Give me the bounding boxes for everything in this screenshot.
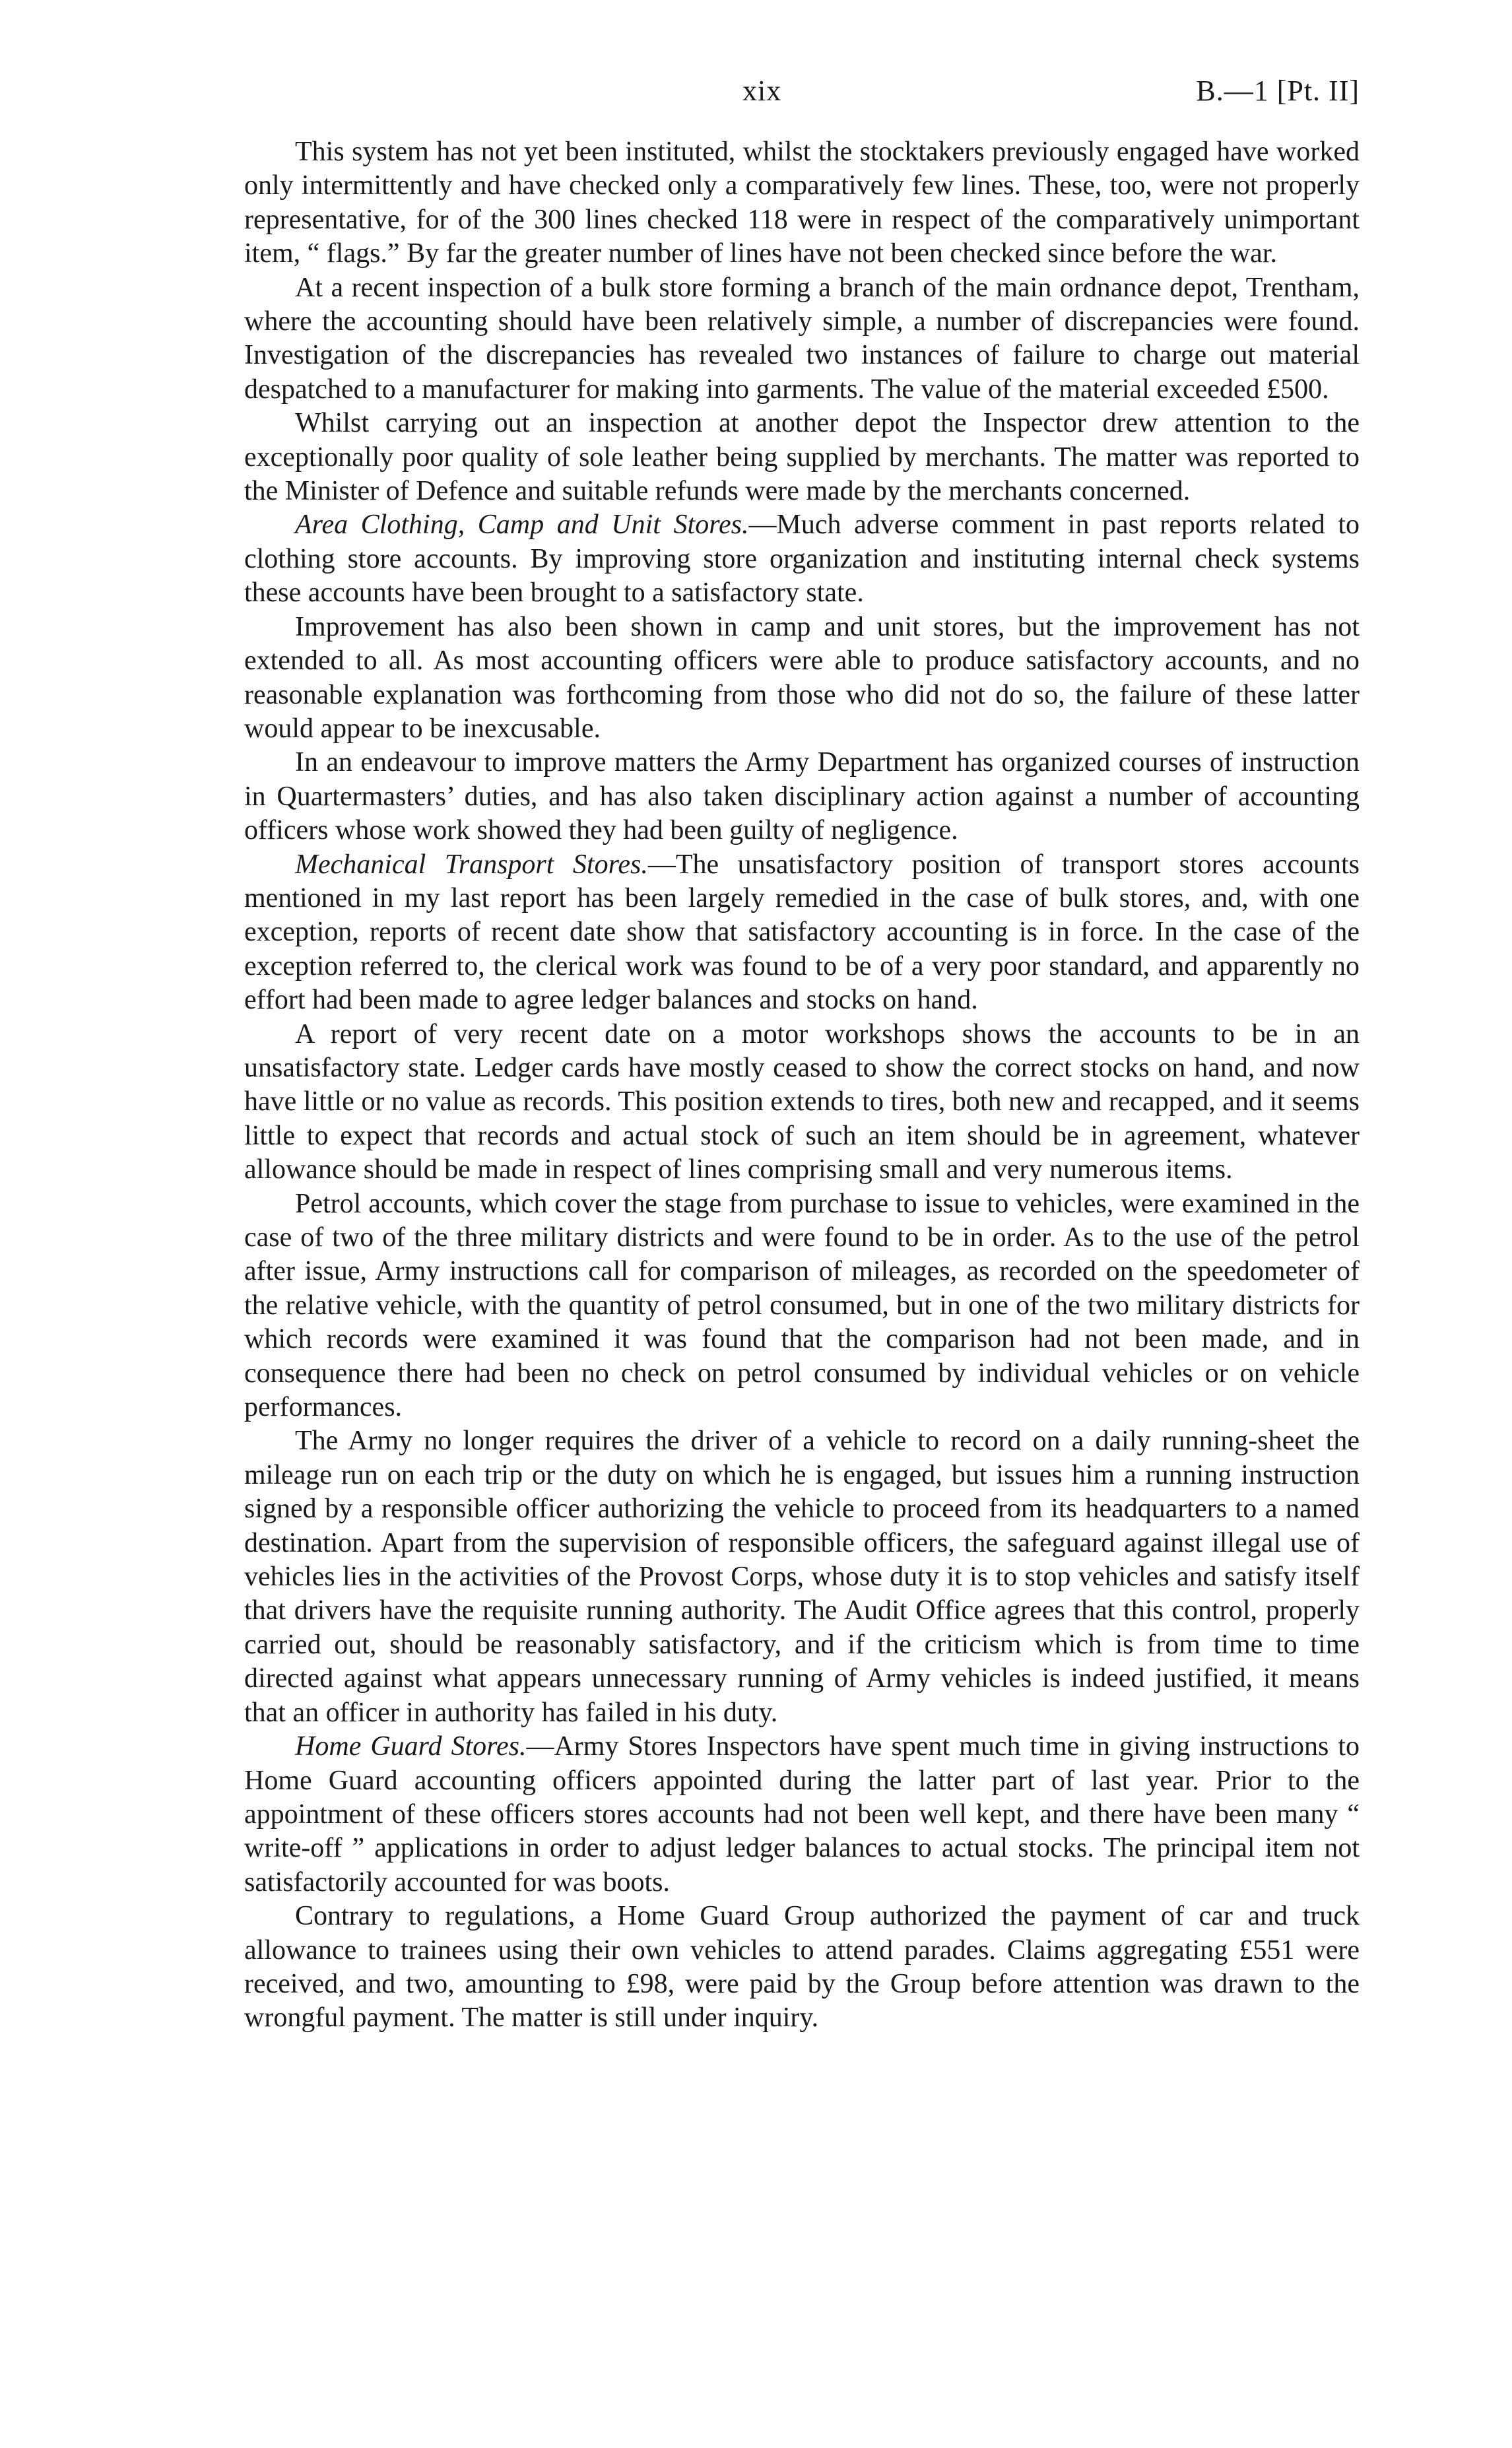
paragraph-text: Contrary to regulations, a Home Guard Group authorized the payment of car and truck allowance to trainees using their own vehicles to attend parades. Claims aggregating £551 were received, and two, amounting to £98, were paid by the Group before attention was drawn to the wrongful payment. The matter is still under inquiry. [244, 1901, 1360, 2034]
paragraph [244, 746, 1360, 847]
page-number: xix [742, 75, 782, 107]
paragraph-text: In an endeavour to improve matters the Army Department has organized courses of instruction in Quartermasters’ duties, and has also taken disciplinary action against a number of accounting officers whose work showed they had been guilty of negligence. [244, 747, 1360, 846]
paragraph-text: —Army Stores Inspectors have spent much time in giving instructions to Home Guard accounting officers appointed during the latter part of last year. Prior to the appointment of these officers stores accounts had not been well kept, and there have been many “ write-off ” applications in order to adjust ledger balances to actual stocks. The principal item not satisfactorily accounted for was boots. [244, 1731, 1360, 1898]
paragraph-text: —Much adverse comment in past reports related to clothing store accounts. By improving store organization and instituting internal check systems these accounts have been brought to a satisfactory state. [244, 510, 1360, 609]
paragraph [244, 1187, 1360, 1425]
paragraph-text: —The unsatisfactory position of transport stores accounts mentioned in my last report has been largely remedied in the case of bulk stores, and, with one exception, reports of recent date show that satisfactory accounting is in force. In the case of the exception referred to, the clerical work was found to be of a very poor standard, and apparently no effort had been made to agree ledger balances and stocks on hand. [244, 849, 1360, 1016]
paragraph [244, 407, 1360, 508]
paragraph [244, 135, 1360, 271]
paragraph [244, 1424, 1360, 1730]
paragraph-text: This system has not yet been instituted, whilst the stocktakers previously engaged have worked only intermittently and have checked only a comparatively few lines. These, too, were not properly representative, for of the 300 lines checked 118 were in respect of the comparatively unimportant item, “ flags.” By far the greater number of lines have not been checked since before the war. [244, 137, 1360, 269]
paragraph [244, 1730, 1360, 1900]
paragraph-text: Petrol accounts, which cover the stage from purchase to issue to vehicles, were examined in the case of two of the three military districts and were found to be in order. As to the use of the petrol after issue, Army instructions call for comparison of mileages, as recorded on the speedometer of the relative vehicle, with the quantity of petrol consumed, but in one of the two military districts for which records were examined it was found that the comparison had not been made, and in consequence there had been no check on petrol consumed by individual vehicles or on vehicle performances. [244, 1188, 1360, 1423]
paragraph [244, 1018, 1360, 1187]
document-reference: B.—1 [Pt. II] [1196, 75, 1360, 107]
running-head [244, 74, 1360, 114]
paragraph-text: The Army no longer requires the driver of a vehicle to record on a daily running-sheet the mileage run on each trip or the duty on which he is engaged, but issues him a running instruction signed by a responsible officer authorizing the vehicle to proceed from its headquarters to a named destination. Apart from the supervision of responsible officers, the safeguard against illegal use of vehicles lies in the activities of the Provost Corps, whose duty it is to stop vehicles and satisfy itself that drivers have the requisite running authority. The Audit Office agrees that this control, properly carried out, should be reasonably satisfactory, and if the criticism which is from time to time directed against what appears unnecessary running of Army vehicles is indeed justified, it means that an officer in authority has failed in his duty. [244, 1426, 1360, 1728]
paragraph [244, 848, 1360, 1018]
paragraph [244, 508, 1360, 610]
paragraph-text: At a recent inspection of a bulk store forming a branch of the main ordnance depot, Trentham, where the accounting should have been relatively simple, a number of discrepancies were found. Investigation of the discrepancies has revealed two instances of failure to charge out material despatched to a manufacturer for making into garments. The value of the material exceeded £500. [244, 272, 1360, 405]
paragraph-text: Improvement has also been shown in camp and unit stores, but the improvement has not extended to all. As most accounting officers were able to produce satisfactory accounts, and no reasonable explanation was forthcoming from those who did not do so, the failure of these latter would appear to be inexcusable. [244, 611, 1360, 744]
paragraph [244, 271, 1360, 407]
section-heading: Mechanical Transport Stores. [295, 849, 648, 880]
section-heading: Area Clothing, Camp and Unit Stores. [295, 510, 749, 541]
body-text [244, 135, 1360, 2035]
paragraph [244, 611, 1360, 746]
section-heading: Home Guard Stores. [295, 1731, 527, 1762]
paragraph-text: A report of very recent date on a motor workshops shows the accounts to be in an unsatisfactory state. Ledger cards have mostly ceased to show the correct stocks on hand, and now have little or no value as records. This position extends to tires, both new and recapped, and it seems little to expect that records and actual stock of such an item should be in agreement, whatever allowance should be made in respect of lines comprising small and very numerous items. [244, 1018, 1360, 1185]
paragraph-text: Whilst carrying out an inspection at another depot the Inspector drew attention to the exceptionally poor quality of sole leather being supplied by merchants. The matter was reported to the Minister of Defence and suitable refunds were made by the merchants concerned. [244, 408, 1360, 507]
paragraph [244, 1900, 1360, 2035]
